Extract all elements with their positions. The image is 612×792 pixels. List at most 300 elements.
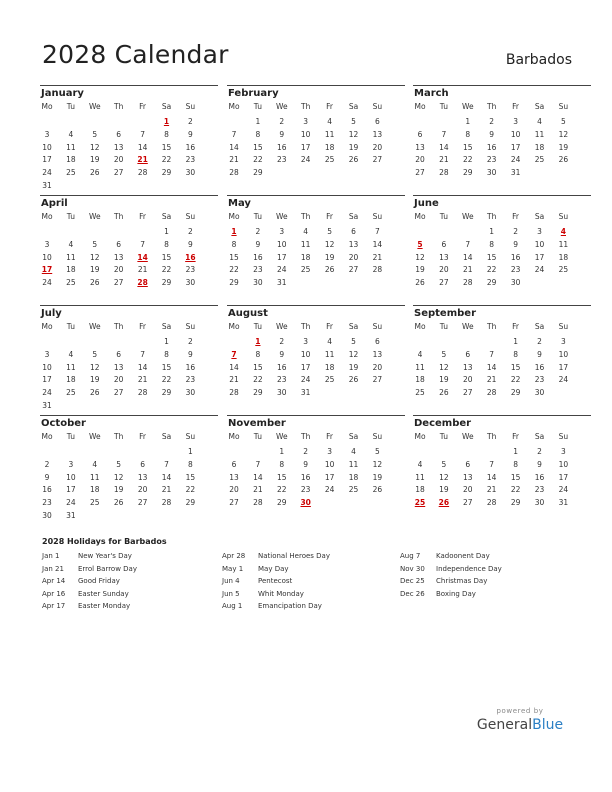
calendar-day: 7 [465, 239, 471, 249]
calendar-day: 26 [439, 388, 449, 398]
calendar-day: 6 [116, 239, 122, 249]
calendar-day: 16 [534, 472, 545, 482]
calendar-day: 4 [537, 117, 542, 126]
calendar-day: 22 [229, 265, 239, 275]
calendar-day: 9 [188, 129, 193, 139]
calendar-day: 28 [486, 388, 497, 398]
calendar-day: 20 [229, 485, 239, 495]
calendar-day: 16 [253, 252, 263, 262]
calendar-day: 14 [486, 472, 497, 482]
holiday-name: Whit Monday [258, 589, 304, 598]
calendar-day: 2 [537, 337, 542, 346]
weekday-label: Mo [414, 212, 426, 221]
calendar-day: 7 [231, 129, 237, 139]
calendar-day: 10 [300, 349, 311, 359]
calendar-day: 27 [137, 498, 148, 508]
calendar-day: 13 [113, 142, 124, 152]
month-name: August [228, 308, 268, 319]
calendar-day: 20 [348, 252, 359, 262]
month-divider [227, 415, 405, 416]
calendar-day: 28 [161, 498, 172, 508]
calendar-day: 21 [137, 265, 148, 275]
country-name: Barbados [505, 52, 572, 68]
calendar-day: 18 [66, 375, 76, 385]
calendar-day: 20 [113, 375, 124, 385]
weekday-label: We [89, 102, 101, 111]
weekday-label: Tu [66, 102, 75, 111]
calendar-day: 13 [439, 252, 449, 262]
month-divider [413, 85, 591, 86]
calendar-day: 5 [441, 459, 447, 469]
calendar-day: 23 [185, 265, 196, 275]
holiday-date-label: Aug 1 [222, 602, 243, 611]
calendar-day: 11 [415, 472, 425, 482]
weekday-label: Mo [228, 432, 240, 441]
holiday-name: Easter Sunday [78, 589, 129, 598]
weekday-label: Fr [326, 212, 334, 221]
calendar-day: 30 [277, 388, 287, 398]
weekday-label: Th [301, 102, 311, 111]
calendar-day: 18 [348, 472, 359, 482]
calendar-day: 5 [351, 117, 356, 126]
calendar-day: 16 [42, 485, 52, 495]
calendar-day: 3 [561, 337, 566, 346]
calendar-day: 18 [415, 485, 425, 495]
weekday-label: Th [114, 212, 124, 221]
weekday-label: Su [558, 322, 569, 331]
holiday-name: May Day [258, 564, 289, 573]
calendar-day: 3 [303, 117, 309, 126]
weekday-label: Th [114, 322, 124, 331]
calendar-day: 12 [439, 472, 449, 482]
calendar-day: 31 [42, 401, 52, 410]
calendar-day: 3 [44, 349, 50, 359]
holiday-date: 28 [137, 278, 148, 288]
calendar-day: 31 [42, 181, 52, 190]
calendar-day: 27 [113, 278, 124, 288]
month-divider [413, 305, 591, 306]
calendar-day: 16 [300, 472, 311, 482]
holiday-name: Christmas Day [436, 577, 488, 586]
calendar-day: 5 [327, 227, 332, 236]
calendar-day: 4 [417, 459, 423, 469]
calendar-day: 28 [253, 498, 263, 508]
weekday-label: Fr [512, 212, 520, 221]
calendar-day: 22 [510, 485, 521, 495]
calendar-day: 14 [161, 472, 172, 482]
holiday-date: 16 [185, 252, 196, 262]
calendar-day: 6 [375, 117, 380, 126]
calendar-day: 27 [372, 375, 383, 385]
holiday-date-label: Aug 7 [400, 552, 421, 560]
calendar-day: 19 [372, 472, 383, 482]
calendar-day: 10 [324, 459, 335, 469]
calendar-day: 26 [90, 278, 100, 288]
calendar-day: 7 [164, 459, 169, 469]
holiday-date: 1 [163, 117, 170, 126]
calendar-day: 23 [300, 485, 311, 495]
holiday-row [400, 590, 570, 603]
holiday-date-label: Jan 1 [42, 552, 60, 560]
calendar-day: 11 [324, 349, 335, 359]
calendar-day: 1 [164, 337, 169, 346]
calendar-day: 8 [513, 349, 518, 359]
calendar-day: 15 [486, 252, 497, 262]
weekday-label: Th [487, 432, 497, 441]
calendar-day: 6 [140, 459, 145, 469]
calendar-day: 15 [463, 142, 473, 152]
calendar-day: 29 [510, 498, 521, 508]
calendar-day: 4 [68, 239, 74, 249]
calendar-day: 3 [513, 117, 518, 126]
calendar-day: 15 [161, 362, 172, 372]
calendar-day: 2 [489, 117, 495, 126]
calendar-day: 30 [534, 388, 545, 398]
month-divider [227, 305, 405, 306]
calendar-day: 9 [537, 459, 542, 469]
calendar-day: 14 [229, 142, 239, 152]
month-divider [40, 415, 218, 416]
calendar-day: 4 [351, 447, 356, 456]
weekday-label: Th [301, 212, 311, 221]
calendar-day: 19 [415, 265, 425, 275]
calendar-day: 3 [68, 459, 74, 469]
calendar-day: 10 [42, 142, 52, 152]
calendar-day: 6 [417, 129, 423, 139]
month-name: September [414, 308, 476, 319]
holiday-date-label: Jan 21 [42, 564, 64, 573]
calendar-day: 10 [277, 239, 287, 249]
holiday-date: 5 [417, 239, 423, 249]
calendar-day: 15 [229, 252, 239, 262]
calendar-day: 9 [279, 129, 285, 139]
calendar-day: 19 [113, 485, 124, 495]
month-name: November [228, 418, 286, 429]
brand-general: General [476, 717, 533, 733]
weekday-label: We [462, 322, 474, 331]
calendar-day: 13 [415, 142, 425, 152]
calendar-day: 2 [188, 117, 193, 126]
weekday-label: Mo [228, 102, 240, 111]
weekday-label: We [89, 322, 101, 331]
calendar-day: 6 [116, 349, 122, 359]
calendar-day: 11 [300, 239, 311, 249]
weekday-label: Tu [439, 212, 448, 221]
weekday-label: Sa [161, 322, 172, 331]
calendar-day: 13 [229, 472, 239, 482]
holiday-date: 7 [231, 349, 237, 359]
calendar-day: 17 [300, 142, 311, 152]
calendar-day: 10 [300, 129, 311, 139]
calendar-day: 11 [415, 362, 425, 372]
calendar-day: 23 [185, 375, 196, 385]
weekday-label: Fr [512, 102, 520, 111]
weekday-label: Th [487, 322, 497, 331]
calendar-day: 12 [324, 239, 335, 249]
calendar-day: 5 [351, 337, 356, 346]
calendar-day: 2 [255, 227, 261, 236]
calendar-day: 27 [463, 388, 473, 398]
calendar-day: 19 [348, 142, 359, 152]
holiday-row [42, 590, 212, 603]
calendar-day: 31 [277, 278, 287, 288]
calendar-day: 28 [372, 265, 383, 275]
calendar-day: 21 [486, 375, 497, 385]
month-divider [227, 195, 405, 196]
holiday-date: 14 [137, 252, 148, 262]
calendar-day: 30 [253, 278, 263, 288]
calendar-day: 19 [90, 375, 100, 385]
calendar-day: 9 [489, 129, 495, 139]
holiday-column [222, 552, 392, 615]
calendar-day: 18 [324, 362, 335, 372]
calendar-day: 8 [255, 129, 261, 139]
calendar-day: 18 [534, 142, 545, 152]
calendar-day: 29 [486, 278, 497, 288]
calendar-day: 9 [188, 239, 193, 249]
calendar-day: 7 [489, 459, 495, 469]
calendar-day: 5 [92, 239, 98, 249]
calendar-day: 11 [558, 239, 569, 249]
calendar-day: 22 [185, 485, 196, 495]
calendar-day: 25 [66, 388, 76, 398]
calendar-day: 26 [415, 278, 425, 288]
calendar-day: 3 [537, 227, 542, 236]
calendar-day: 3 [303, 337, 309, 346]
calendar-day: 30 [185, 168, 196, 178]
calendar-day: 7 [441, 129, 447, 139]
calendar-day: 21 [161, 485, 172, 495]
month-divider [40, 195, 218, 196]
calendar-day: 9 [279, 349, 285, 359]
weekday-label: We [276, 102, 288, 111]
calendar-day: 14 [439, 142, 449, 152]
calendar-day: 18 [66, 155, 76, 165]
calendar-day: 22 [510, 375, 521, 385]
weekday-label: Fr [139, 432, 147, 441]
weekday-label: Su [185, 322, 196, 331]
calendar-day: 12 [348, 129, 359, 139]
calendar-day: 25 [66, 278, 76, 288]
calendar-day: 13 [372, 129, 383, 139]
calendar-day: 10 [510, 129, 521, 139]
calendar-day: 15 [185, 472, 196, 482]
weekday-label: Th [114, 432, 124, 441]
calendar-day: 1 [489, 227, 495, 236]
calendar-day: 27 [463, 498, 473, 508]
weekday-label: Th [487, 212, 497, 221]
calendar-day: 13 [463, 362, 473, 372]
calendar-day: 2 [188, 227, 193, 236]
calendar-day: 11 [534, 129, 545, 139]
weekday-label: Su [372, 322, 383, 331]
calendar-day: 19 [324, 252, 335, 262]
holiday-name: Good Friday [78, 577, 120, 586]
calendar-day: 2 [279, 337, 285, 346]
weekday-label: Su [372, 212, 383, 221]
holiday-name: Errol Barrow Day [78, 564, 137, 573]
weekday-label: Fr [139, 102, 147, 111]
calendar-day: 15 [161, 142, 172, 152]
calendar-day: 30 [185, 388, 196, 398]
calendar-day: 2 [537, 447, 542, 456]
calendar-day: 25 [348, 485, 359, 495]
calendar-day: 7 [255, 459, 261, 469]
calendar-day: 17 [300, 362, 311, 372]
brand-name [470, 717, 570, 733]
calendar-day: 11 [90, 472, 100, 482]
calendar-day: 7 [375, 227, 380, 236]
calendar-day: 4 [92, 459, 98, 469]
calendar-day: 17 [558, 472, 569, 482]
weekday-label: Tu [66, 432, 75, 441]
calendar-day: 8 [255, 349, 261, 359]
holiday-row [42, 577, 212, 590]
calendar-day: 21 [486, 485, 497, 495]
calendar-day: 24 [42, 278, 52, 288]
weekday-label: We [462, 102, 474, 111]
calendar-day: 13 [113, 362, 124, 372]
weekday-label: Tu [439, 322, 448, 331]
calendar-day: 17 [277, 252, 287, 262]
calendar-day: 17 [534, 252, 545, 262]
calendar-day: 26 [558, 155, 569, 165]
calendar-day: 12 [90, 252, 100, 262]
calendar-day: 7 [140, 129, 145, 139]
weekday-label: Tu [439, 432, 448, 441]
weekday-label: Sa [348, 322, 359, 331]
calendar-day: 19 [439, 485, 449, 495]
calendar-day: 10 [558, 459, 569, 469]
calendar-day: 15 [253, 142, 263, 152]
calendar-day: 1 [513, 337, 518, 346]
calendar-day: 22 [253, 375, 263, 385]
holiday-date: 25 [414, 498, 426, 508]
calendar-day: 15 [161, 252, 172, 262]
holiday-date-label: Apr 17 [42, 602, 66, 611]
calendar-day: 16 [510, 252, 521, 262]
calendar-day: 1 [279, 447, 285, 456]
weekday-label: Fr [139, 212, 147, 221]
calendar-day: 13 [113, 252, 124, 262]
calendar-day: 26 [348, 155, 359, 165]
calendar-day: 24 [510, 155, 521, 165]
calendar-day: 21 [253, 485, 263, 495]
month-divider [413, 415, 591, 416]
calendar-day: 13 [348, 239, 359, 249]
holiday-date-label: Jun 5 [222, 589, 240, 598]
weekday-label: Fr [512, 322, 520, 331]
calendar-day: 10 [66, 472, 76, 482]
brand-blue: Blue [532, 717, 564, 733]
calendar-day: 8 [513, 459, 518, 469]
calendar-day: 24 [42, 388, 52, 398]
weekday-label: Su [372, 432, 383, 441]
calendar-day: 30 [510, 278, 521, 288]
holiday-name: New Year's Day [78, 552, 132, 560]
holiday-name: Pentecost [258, 577, 293, 586]
calendar-day: 17 [42, 155, 52, 165]
calendar-day: 27 [439, 278, 449, 288]
calendar-day: 20 [439, 265, 449, 275]
weekday-label: Mo [41, 432, 53, 441]
calendar-day: 15 [253, 362, 263, 372]
calendar-day: 11 [324, 129, 335, 139]
calendar-day: 1 [465, 117, 471, 126]
calendar-day: 12 [90, 362, 100, 372]
calendar-day: 28 [229, 388, 239, 398]
holiday-name: Boxing Day [436, 589, 476, 598]
calendar-day: 25 [324, 155, 335, 165]
holiday-date: 1 [231, 227, 237, 236]
holiday-date-label: Dec 26 [400, 589, 425, 598]
calendar-day: 22 [486, 265, 497, 275]
calendar-day: 18 [415, 375, 425, 385]
month-divider [40, 305, 218, 306]
calendar-day: 29 [185, 498, 196, 508]
calendar-day: 26 [372, 485, 383, 495]
calendar-day: 19 [558, 142, 569, 152]
holiday-row [222, 590, 392, 603]
weekday-label: Fr [139, 322, 147, 331]
weekday-label: Mo [41, 322, 53, 331]
weekday-label: We [462, 432, 474, 441]
weekday-label: We [89, 432, 101, 441]
calendar-day: 29 [253, 168, 263, 178]
weekday-label: Su [558, 432, 569, 441]
calendar-day: 8 [188, 459, 193, 469]
holiday-name: Independence Day [436, 564, 502, 573]
calendar-day: 14 [137, 142, 148, 152]
calendar-day: 14 [486, 362, 497, 372]
weekday-label: Sa [534, 102, 545, 111]
calendar-day: 24 [300, 155, 311, 165]
calendar-day: 5 [375, 447, 380, 456]
calendar-day: 21 [137, 375, 148, 385]
calendar-day: 14 [463, 252, 473, 262]
calendar-day: 12 [348, 349, 359, 359]
calendar-day: 29 [253, 388, 263, 398]
holiday-name: Kadoonent Day [436, 552, 490, 560]
weekday-label: Tu [66, 212, 75, 221]
weekday-label: Su [185, 432, 196, 441]
calendar-day: 21 [463, 265, 473, 275]
calendar-day: 25 [300, 265, 311, 275]
calendar-day: 13 [463, 472, 473, 482]
weekday-label: Tu [439, 102, 448, 111]
calendar-day: 1 [255, 117, 261, 126]
calendar-day: 23 [486, 155, 497, 165]
calendar-day: 18 [324, 142, 335, 152]
weekday-label: Su [558, 102, 569, 111]
calendar-day: 3 [327, 447, 332, 456]
holiday-name: Emancipation Day [258, 602, 322, 611]
weekday-label: Tu [253, 322, 262, 331]
calendar-day: 5 [561, 117, 566, 126]
calendar-day: 23 [277, 155, 287, 165]
calendar-day: 20 [415, 155, 425, 165]
calendar-day: 8 [164, 239, 169, 249]
holiday-date-label: May 1 [222, 564, 244, 573]
month-divider [413, 195, 591, 196]
calendar-day: 29 [277, 498, 287, 508]
calendar-day: 6 [351, 227, 356, 236]
weekday-label: Mo [414, 432, 426, 441]
weekday-label: Su [185, 102, 196, 111]
calendar-day: 16 [185, 142, 196, 152]
weekday-label: Mo [41, 212, 53, 221]
calendar-day: 29 [161, 278, 172, 288]
